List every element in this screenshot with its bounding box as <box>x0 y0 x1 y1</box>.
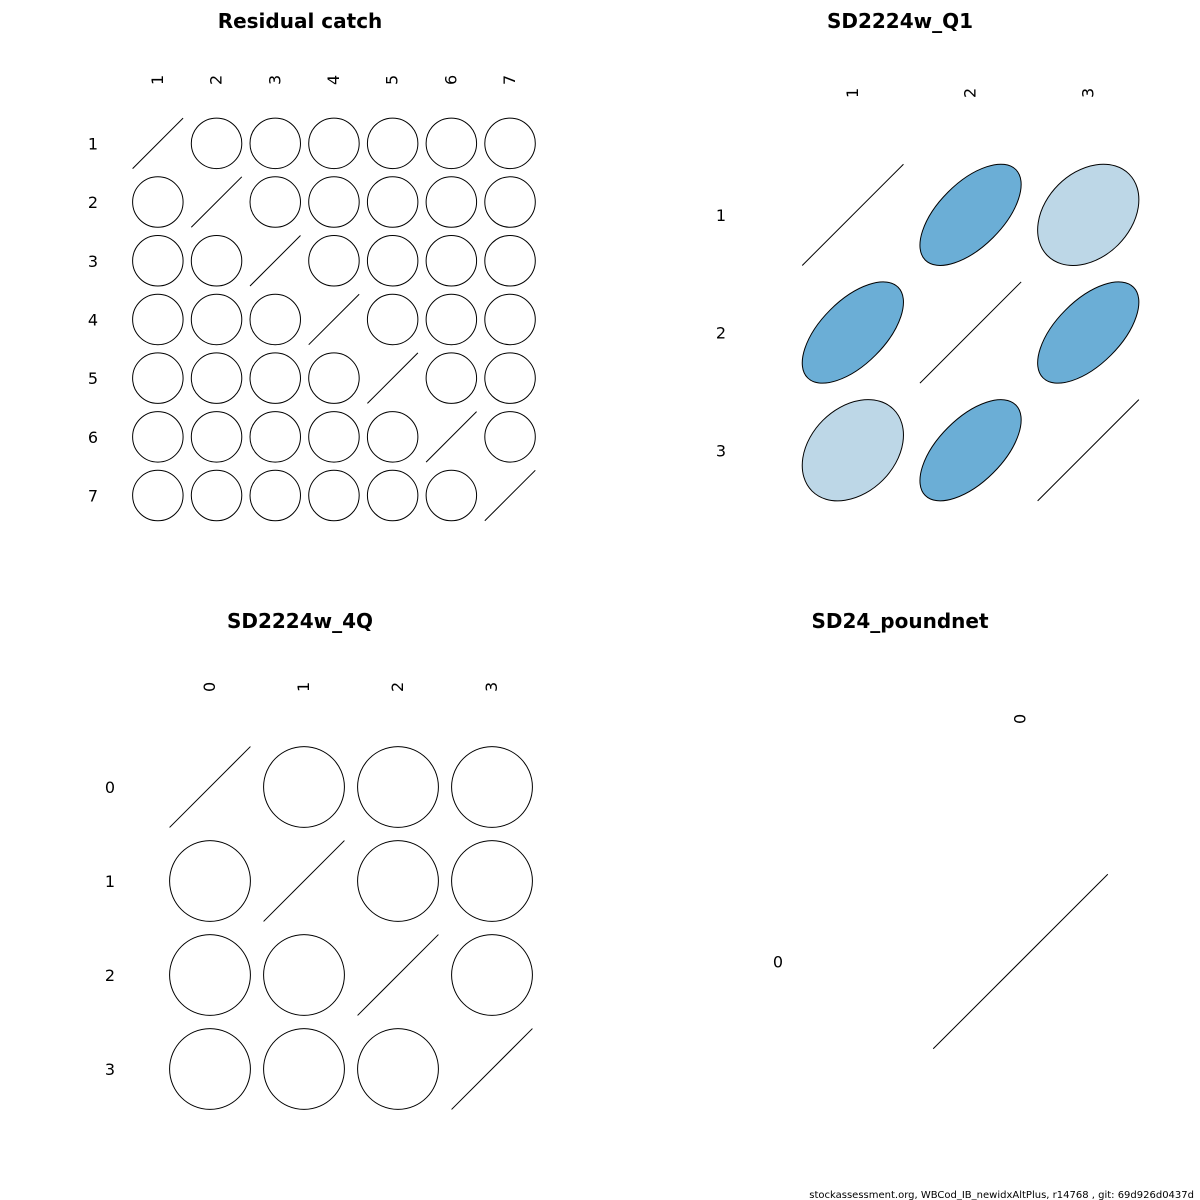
row-label: 0 <box>772 952 784 972</box>
diagonal-line <box>358 935 439 1016</box>
correlation-ellipse <box>181 225 252 296</box>
column-label: 1 <box>842 87 862 98</box>
correlation-ellipse <box>341 1012 455 1126</box>
column-label: 3 <box>1078 87 1098 98</box>
row-label: 3 <box>104 1060 116 1079</box>
row-label: 1 <box>87 134 99 154</box>
row-label: 7 <box>87 486 99 506</box>
correlation-ellipse <box>474 166 545 237</box>
diagonal-line <box>452 1029 533 1110</box>
row-label: 2 <box>104 966 116 985</box>
panel-sd24-poundnet <box>773 609 1108 1049</box>
correlation-ellipse <box>240 342 311 413</box>
diagonal-line <box>309 294 359 344</box>
correlation-ellipse <box>416 342 487 413</box>
column-label: 0 <box>1010 713 1030 724</box>
correlation-ellipse <box>785 265 921 401</box>
row-label: 2 <box>87 193 99 213</box>
diagonal-line <box>170 747 251 828</box>
diagonal-line <box>426 412 476 462</box>
row-label: 2 <box>715 323 727 343</box>
correlation-ellipse <box>240 166 311 237</box>
correlation-ellipse <box>153 918 267 1032</box>
row-label: 5 <box>87 369 99 389</box>
diagonal-line <box>367 353 417 403</box>
correlation-ellipse <box>153 824 267 938</box>
correlation-ellipse <box>298 166 369 237</box>
correlation-ellipse <box>357 166 428 237</box>
row-label: 4 <box>87 310 99 330</box>
correlation-ellipse <box>298 108 369 179</box>
correlation-ellipse <box>416 108 487 179</box>
correlation-ellipse <box>435 730 549 844</box>
panel-sd2224w-q1 <box>716 9 1159 521</box>
correlation-ellipse <box>240 401 311 472</box>
panel-sd2224w-4q <box>105 609 549 1126</box>
diagonal-line <box>133 118 183 168</box>
correlation-ellipse <box>240 460 311 531</box>
row-label: 3 <box>87 251 99 271</box>
column-label: 1 <box>147 74 167 85</box>
correlation-ellipse <box>298 225 369 296</box>
column-label: 0 <box>200 681 219 692</box>
correlation-ellipse <box>122 225 193 296</box>
correlation-ellipse <box>1020 265 1156 401</box>
panel-residual-catch <box>88 9 546 531</box>
correlation-ellipse <box>298 460 369 531</box>
correlation-ellipse <box>181 108 252 179</box>
row-label: 0 <box>104 778 116 797</box>
row-label: 3 <box>715 441 727 461</box>
column-label: 2 <box>388 681 407 692</box>
correlation-ellipse <box>903 147 1039 283</box>
correlation-ellipse <box>298 401 369 472</box>
correlation-ellipse <box>435 918 549 1032</box>
correlation-ellipse <box>1018 144 1159 285</box>
correlation-ellipse <box>181 284 252 355</box>
column-label: 2 <box>960 87 980 98</box>
correlation-ellipse <box>181 401 252 472</box>
correlation-ellipse <box>474 108 545 179</box>
correlation-ellipse <box>357 225 428 296</box>
row-label: 1 <box>715 205 727 225</box>
correlation-ellipse <box>357 460 428 531</box>
correlation-ellipse <box>416 284 487 355</box>
correlation-ellipse <box>240 108 311 179</box>
column-label: 6 <box>441 74 461 85</box>
row-label: 6 <box>87 427 99 447</box>
chart-title: SD2224w_Q1 <box>826 9 974 33</box>
correlation-ellipse <box>181 460 252 531</box>
diagonal-line <box>485 470 535 520</box>
correlation-ellipse <box>122 284 193 355</box>
correlation-ellipse <box>357 284 428 355</box>
row-label: 1 <box>104 872 116 891</box>
correlation-ellipse <box>474 401 545 472</box>
correlation-ellipse <box>247 730 361 844</box>
column-label: 5 <box>382 74 402 85</box>
diagonal-line <box>264 841 345 922</box>
correlation-ellipse <box>416 225 487 296</box>
chart-title: SD2224w_4Q <box>226 609 374 633</box>
correlation-ellipse <box>416 460 487 531</box>
diagonal-line <box>250 236 300 286</box>
correlation-ellipse <box>122 342 193 413</box>
correlation-ellipse <box>341 824 455 938</box>
correlation-ellipse <box>416 166 487 237</box>
column-label: 1 <box>294 681 313 692</box>
correlation-ellipse <box>247 918 361 1032</box>
correlation-ellipse <box>341 730 455 844</box>
correlation-ellipse <box>247 1012 361 1126</box>
correlation-ellipse <box>474 284 545 355</box>
column-label: 3 <box>482 681 501 692</box>
correlation-ellipse <box>474 342 545 413</box>
diagonal-line <box>191 177 241 227</box>
correlation-ellipse <box>122 460 193 531</box>
correlation-ellipse <box>357 401 428 472</box>
correlation-ellipse <box>474 225 545 296</box>
correlation-ellipse <box>240 284 311 355</box>
correlation-ellipse <box>122 166 193 237</box>
correlation-ellipse <box>903 382 1039 518</box>
footer-text: stockassessment.org, WBCod_IB_newidxAltPlus, r14768 , git: 69d926d0437d <box>809 1190 1194 1200</box>
column-label: 2 <box>206 74 226 85</box>
diagonal-line <box>933 874 1108 1049</box>
correlation-ellipse <box>298 342 369 413</box>
correlation-ellipse <box>782 380 923 521</box>
correlation-ellipse <box>153 1012 267 1126</box>
correlation-ellipse <box>122 401 193 472</box>
diagonal-line <box>802 164 903 265</box>
column-label: 4 <box>323 74 343 85</box>
chart-title: SD24_poundnet <box>811 609 989 633</box>
diagonal-line <box>920 282 1021 383</box>
chart-title: Residual catch <box>217 9 383 33</box>
correlation-ellipse <box>357 108 428 179</box>
correlation-ellipse <box>181 342 252 413</box>
column-label: 3 <box>265 74 285 85</box>
column-label: 7 <box>500 74 520 85</box>
correlation-ellipse <box>435 824 549 938</box>
diagonal-line <box>1038 400 1139 501</box>
